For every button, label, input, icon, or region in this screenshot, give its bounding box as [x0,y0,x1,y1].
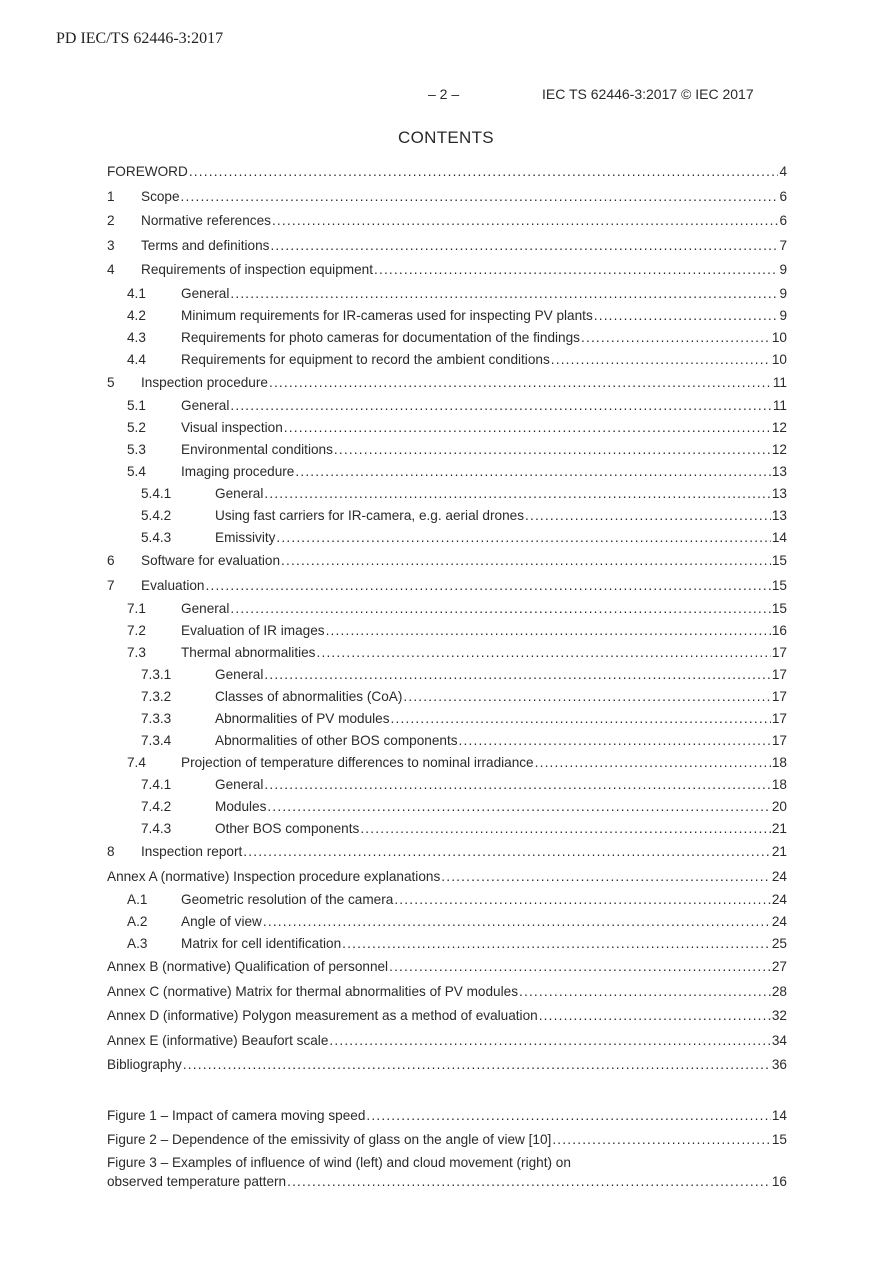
toc-entry[interactable] [107,327,787,349]
toc-entry[interactable] [107,417,787,439]
toc-page: 12 [771,442,787,457]
toc-page: 36 [771,1057,787,1072]
toc-title: Scope [141,188,180,204]
toc-number: 7.3.4 [141,733,172,748]
toc-page: 21 [771,821,787,836]
toc-number: 7.3.1 [141,667,172,682]
toc-entry[interactable] [107,1004,787,1029]
figure-title-line1: Figure 3 – Examples of influence of wind (left) and cloud movement (right) on [107,1154,571,1170]
leader-dots [535,752,771,774]
leader-dots [270,234,778,259]
toc-entry[interactable] [107,527,787,549]
toc-entry[interactable] [107,1053,787,1078]
leader-dots [525,505,771,527]
toc-title: Requirements of inspection equipment [141,262,373,277]
toc-title: Annex D (informative) Polygon measurement as a method of evaluation [107,1008,538,1023]
leader-dots [264,483,771,505]
toc-number: 7 [107,577,115,593]
toc-title: Normative references [141,213,271,228]
toc-page: 17 [771,733,787,748]
toc-page: 21 [771,844,787,859]
toc-entry[interactable] [107,439,787,461]
leader-dots [230,395,772,417]
toc-entry[interactable] [107,752,787,774]
toc-page: 15 [771,577,787,593]
toc-page: 17 [771,711,787,726]
toc-entry[interactable] [107,549,787,574]
toc-title: Other BOS components [215,821,360,836]
leader-dots [183,1053,771,1078]
leader-dots [205,574,770,599]
toc-entry[interactable] [107,461,787,483]
toc-entry[interactable] [107,160,787,185]
toc-title: Matrix for cell identification [181,936,342,951]
toc-entry[interactable] [107,933,787,955]
toc-number: 5.4.3 [141,530,172,545]
leader-dots [360,818,771,840]
toc-entry[interactable] [107,955,787,980]
leader-dots [374,258,778,283]
toc-entry[interactable] [107,258,787,283]
toc-page: 24 [771,868,787,884]
leader-dots [539,1004,771,1029]
toc-page: 24 [771,892,787,907]
leader-dots [366,1104,770,1129]
toc-number: 7.2 [127,623,146,638]
toc-title: Terms and definitions [141,237,270,253]
toc-title: General [215,667,264,682]
toc-page: 18 [771,755,787,770]
toc-title: Abnormalities of PV modules [215,711,390,726]
toc-entry[interactable] [107,664,787,686]
leader-dots [281,549,771,574]
toc-number: 7.4 [127,755,146,770]
toc-page: 9 [779,307,787,323]
toc-page: 4 [779,164,787,179]
toc-number: 7.1 [127,601,146,616]
toc-page: 11 [772,398,787,413]
contents-title: CONTENTS [398,128,494,147]
toc-title: Thermal abnormalities [181,645,316,660]
toc-title: Bibliography [107,1057,182,1072]
toc-title: Abnormalities of other BOS components [215,733,458,748]
leader-dots [581,327,771,349]
toc-entry[interactable] [107,598,787,620]
toc-title: Requirements for equipment to record the ambient conditions [181,351,550,367]
leader-dots [326,620,771,642]
toc-page: 17 [771,645,787,660]
toc-page: 13 [771,464,787,479]
toc-title: General [215,777,264,792]
toc-number: 4.3 [127,329,146,345]
toc-title: General [181,285,230,301]
page-marker: – 2 – [428,86,460,102]
toc-number: 4.1 [127,285,146,301]
toc-title: Inspection procedure [141,374,268,390]
toc-number: 5.4.2 [141,508,172,523]
toc-entry[interactable] [107,209,787,234]
toc-page: 13 [771,508,787,523]
toc-number: 5.2 [127,420,146,435]
toc-page: 25 [771,936,787,951]
toc-title: Evaluation of IR images [181,623,325,638]
toc-page: 16 [771,623,787,638]
toc-number: 4.2 [127,307,146,323]
toc-number: 4 [107,262,115,277]
leader-dots [519,980,771,1005]
toc-title: Emissivity [215,530,276,545]
toc-entry[interactable] [107,283,787,305]
figure-title: Figure 2 – Dependence of the emissivity of glass on the angle of view [10] [107,1132,552,1147]
toc-number: 5.1 [127,398,146,413]
toc-entry[interactable] [107,889,787,911]
leader-dots [181,185,779,210]
toc-entry[interactable] [107,395,787,417]
toc-title: Minimum requirements for IR-cameras used for inspecting PV plants [181,307,593,323]
toc-page: 20 [771,799,787,814]
table-of-contents [107,160,787,1191]
leader-dots [243,840,771,865]
toc-page: 18 [771,777,787,792]
toc-number: 6 [107,553,115,568]
toc-title: Imaging procedure [181,464,295,479]
toc-number: 5.4 [127,464,146,479]
toc-title: General [181,398,230,413]
toc-page: 34 [771,1032,787,1048]
standard-reference: IEC TS 62446-3:2017 © IEC 2017 [542,86,754,102]
leader-dots [284,417,771,439]
toc-page: 10 [771,329,787,345]
toc-entry[interactable] [107,840,787,865]
toc-title: Annex A (normative) Inspection procedure explanations [107,868,441,884]
toc-number: A.2 [127,914,148,929]
toc-title: Annex B (normative) Qualification of personnel [107,959,389,974]
toc-title: Annex E (informative) Beaufort scale [107,1032,329,1048]
toc-title: Modules [215,799,267,814]
toc-title: General [181,601,230,616]
toc-entry[interactable] [107,774,787,796]
leader-dots [287,1172,771,1191]
toc-number: A.3 [127,936,148,951]
toc-title: Inspection report [141,844,243,859]
figure-page: 14 [771,1107,787,1123]
leader-dots [441,865,771,890]
toc-entry[interactable] [107,305,787,327]
toc-entry[interactable] [107,865,787,890]
toc-entry[interactable] [107,708,787,730]
toc-title: Annex C (normative) Matrix for thermal abnormalities of PV modules [107,983,518,999]
toc-number: 7.3 [127,645,146,660]
toc-title: Environmental conditions [181,442,333,457]
toc-page: 13 [771,486,787,501]
toc-title: Classes of abnormalities (CoA) [215,689,403,704]
toc-title: Projection of temperature differences to nominal irradiance [181,755,534,770]
toc-page: 15 [771,553,787,568]
toc-page: 17 [771,667,787,682]
toc-number: 8 [107,844,115,859]
toc-number: 7.4.2 [141,799,172,814]
figure-entry[interactable] [107,1128,787,1153]
toc-entry[interactable] [107,483,787,505]
toc-title: FOREWORD [107,164,188,179]
toc-entry[interactable] [107,796,787,818]
toc-number: 7.3.3 [141,711,172,726]
toc-page: 6 [779,213,787,228]
toc-page: 10 [771,351,787,367]
toc-page: 28 [771,983,787,999]
toc-title: General [215,486,264,501]
leader-dots [394,889,771,911]
figure-page: 15 [771,1132,787,1147]
toc-entry[interactable] [107,730,787,752]
figure-entry[interactable] [107,1153,787,1191]
toc-page: 9 [779,262,787,277]
toc-page: 12 [771,420,787,435]
toc-number: 5 [107,374,115,390]
leader-dots [264,774,771,796]
figure-title-line2: observed temperature pattern [107,1173,287,1189]
toc-page: 9 [779,285,787,301]
toc-page: 14 [771,530,787,545]
leader-dots [263,911,771,933]
toc-title: Angle of view [181,914,262,929]
toc-entry[interactable] [107,505,787,527]
leader-dots [295,461,771,483]
toc-page: 11 [772,374,787,390]
toc-title: Evaluation [141,577,205,593]
figure-page: 16 [771,1173,787,1189]
toc-number: 1 [107,188,115,204]
toc-page: 7 [779,237,787,253]
leader-dots [230,283,778,305]
leader-dots [391,708,771,730]
toc-page: 32 [771,1008,787,1023]
toc-entry[interactable] [107,642,787,664]
toc-title: Visual inspection [181,420,283,435]
leader-dots [264,664,771,686]
toc-title: Requirements for photo cameras for documentation of the findings [181,329,580,345]
toc-entry[interactable] [107,686,787,708]
toc-number: 7.4.3 [141,821,172,836]
toc-entry[interactable] [107,349,787,371]
leader-dots [459,730,771,752]
leader-dots [267,796,770,818]
figure-entry[interactable] [107,1104,787,1129]
toc-number: 2 [107,213,115,228]
toc-entry[interactable] [107,371,787,396]
toc-number: 5.3 [127,442,146,457]
toc-number: 4.4 [127,351,146,367]
figure-title: Figure 1 – Impact of camera moving speed [107,1107,366,1123]
leader-dots [403,686,771,708]
toc-number: 7.3.2 [141,689,172,704]
toc-entry[interactable] [107,185,787,210]
toc-title: Geometric resolution of the camera [181,892,394,907]
leader-dots [316,642,770,664]
toc-title: Software for evaluation [141,553,281,568]
leader-dots [594,305,779,327]
toc-entry[interactable] [107,1029,787,1054]
leader-dots [329,1029,770,1054]
toc-page: 6 [779,188,787,204]
toc-entry[interactable] [107,234,787,259]
leader-dots [272,209,778,234]
toc-entry[interactable] [107,620,787,642]
toc-title: Using fast carriers for IR-camera, e.g. aerial drones [215,508,524,523]
toc-entry[interactable] [107,980,787,1005]
toc-page: 27 [771,959,787,974]
leader-dots [276,527,770,549]
leader-dots [230,598,771,620]
leader-dots [189,160,779,185]
toc-page: 17 [771,689,787,704]
toc-number: 5.4.1 [141,486,172,501]
toc-number: 7.4.1 [141,777,172,792]
toc-entry[interactable] [107,574,787,599]
toc-number: 3 [107,237,115,253]
toc-number: A.1 [127,892,148,907]
leader-dots [389,955,771,980]
toc-entry[interactable] [107,818,787,840]
toc-page: 15 [771,601,787,616]
leader-dots [269,371,772,396]
section-gap [107,1078,787,1104]
leader-dots [551,349,771,371]
document-id: PD IEC/TS 62446-3:2017 [56,30,224,47]
leader-dots [342,933,771,955]
toc-entry[interactable] [107,911,787,933]
toc-page: 24 [771,914,787,929]
leader-dots [334,439,771,461]
leader-dots [552,1128,771,1153]
